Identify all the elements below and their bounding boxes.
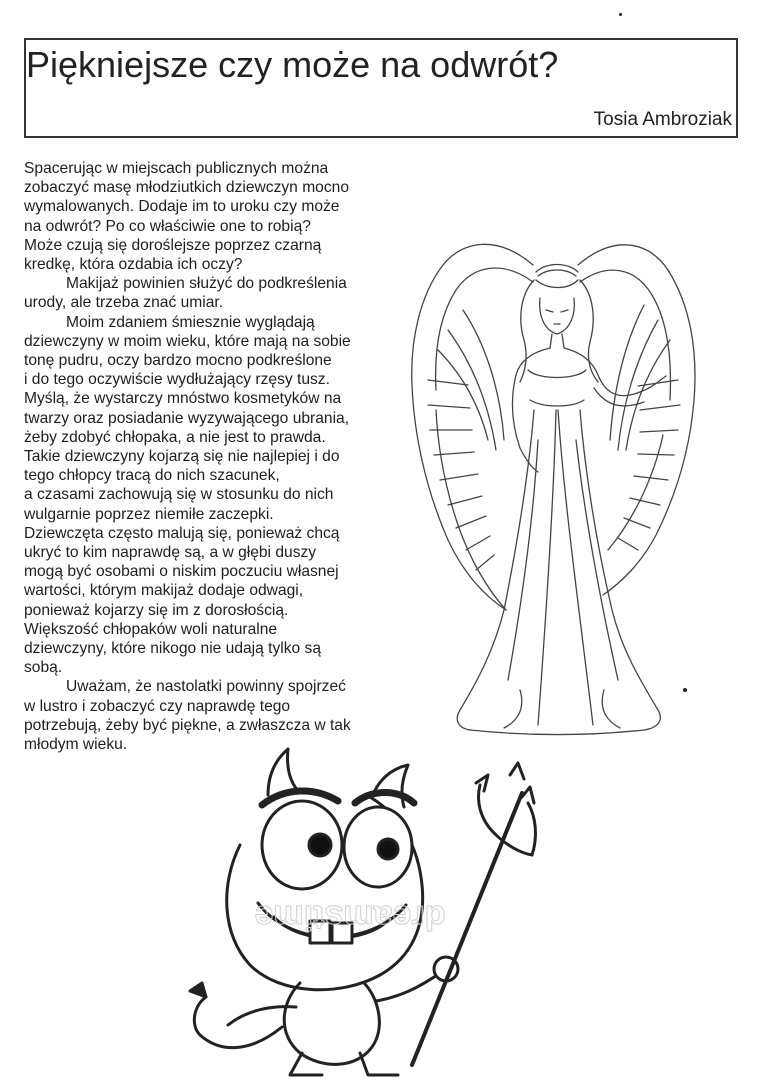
article-line: w lustro i zobaczyć czy naprawdę tego bbox=[24, 697, 291, 715]
article-paragraph bbox=[24, 159, 404, 274]
article-line: zobaczyć masę młodziutkich dziewczyn mocno bbox=[24, 179, 349, 197]
watermark-text: dreamstime bbox=[254, 898, 446, 936]
article-paragraph bbox=[24, 313, 404, 678]
article-line: Większość chłopaków woli naturalne bbox=[24, 620, 278, 638]
article-line: a czasami zachowują się w stosunku do nich bbox=[24, 486, 334, 504]
article-line: Może czują się doroślejsze poprzez czarną bbox=[24, 236, 322, 254]
article-line: Takie dziewczyny kojarzą się nie najlepiej i do bbox=[24, 448, 340, 466]
article-line: Myślą, że wystarczy mnóstwo kosmetyków na bbox=[24, 390, 342, 408]
article-line: dziewczyny, które nikogo nie udają tylko są bbox=[24, 640, 322, 658]
article-line: Dziewczęta często malują się, ponieważ chcą bbox=[24, 524, 340, 542]
article-paragraph bbox=[24, 274, 404, 312]
article-line: wartości, którym makijaż dodaje odwagi, bbox=[24, 582, 304, 600]
article-line: tego chłopcy tracą do nich szacunek, bbox=[24, 467, 280, 485]
article-line: Spacerując w miejscach publicznych można bbox=[24, 160, 329, 177]
devil-illustration bbox=[150, 735, 540, 1080]
article-line: ukryć to kim naprawdę są, a w głębi duszy bbox=[24, 544, 317, 562]
article-line: wymalowanych. Dodaje im to uroku czy może bbox=[24, 198, 340, 216]
article-line: wulgarnie poprzez niemiłe zaczepki. bbox=[24, 505, 274, 523]
article-line: potrzebują, żeby być piękne, a zwłaszcza w tak bbox=[24, 716, 351, 734]
scan-speck bbox=[619, 13, 622, 16]
article-line: mogą być osobami o niskim poczuciu własnej bbox=[24, 563, 339, 581]
article-line: Uważam, że nastolatki powinny spojrzeć bbox=[66, 678, 346, 696]
article-line: żeby zdobyć chłopaka, a nie jest to prawda. bbox=[24, 428, 326, 446]
title-box bbox=[24, 38, 738, 138]
article-line: na odwrót? Po co właściwie one to robią? bbox=[24, 217, 311, 235]
article-title: Piękniejsze czy może na odwrót? bbox=[26, 44, 559, 85]
article-line: tonę pudru, oczy bardzo mocno podkreślone bbox=[24, 352, 332, 370]
angel-illustration bbox=[408, 210, 700, 740]
article-line: młodym wieku. bbox=[24, 736, 128, 754]
article-line: urody, ale trzeba znać umiar. bbox=[24, 294, 224, 312]
article-author: Tosia Ambroziak bbox=[593, 109, 732, 130]
article-line: ponieważ kojarzy się im z dorosłością. bbox=[24, 601, 289, 619]
article-line: kredkę, która ozdabia ich oczy? bbox=[24, 256, 243, 274]
article-line: Makijaż powinien służyć do podkreślenia bbox=[66, 275, 347, 293]
article-body bbox=[24, 159, 404, 754]
article-line: twarzy oraz posiadanie wyzywającego ubrania, bbox=[24, 409, 350, 427]
article-line: dziewczyny w moim wieku, które mają na sobie bbox=[24, 332, 351, 350]
article-line: i do tego oczywiście wydłużający rzęsy tusz. bbox=[24, 371, 330, 389]
article-line: Moim zdaniem śmiesznie wyglądają bbox=[66, 313, 315, 331]
article-line: sobą. bbox=[24, 659, 63, 677]
